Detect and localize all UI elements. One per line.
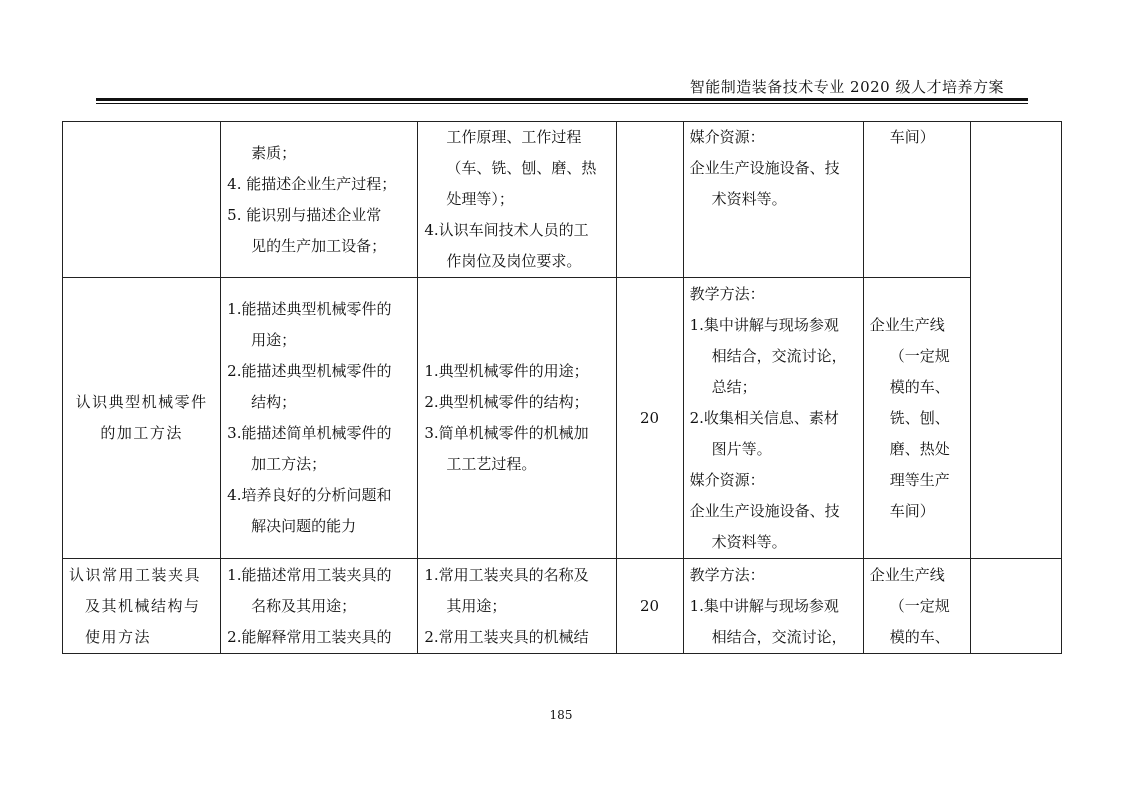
cell-line: 的加工方法 [100,424,183,442]
notes-cell [970,122,1061,559]
methods-cell [683,278,863,559]
cell-line: 1.能描述典型机械零件的 [227,300,392,318]
cell-line: 车间） [889,501,935,520]
cell-line: 车间） [889,128,935,146]
cell-line: （一定规 [889,346,950,365]
table-row [63,122,1062,278]
content-cell [418,278,616,559]
cell-line: 2.常用工装夹具的机械结 [424,627,589,646]
cell-line: 企业生产线 [869,315,945,334]
cell-line: 相结合，交流讨论， [711,627,847,646]
module-cell [63,122,221,278]
cell-line: 铣、刨、 [889,408,950,427]
goals-cell [221,122,418,278]
header-rule-thin [96,103,1028,104]
page-number: 185 [549,708,573,722]
cell-line: 媒介资源： [689,470,765,489]
cell-line: 3.简单机械零件的机械加 [424,424,589,442]
cell-line: 素质； [251,143,297,162]
module-cell [63,559,221,654]
hours-cell: 20 [616,278,683,559]
cell-line: 理等生产 [889,470,950,489]
cell-line: 结构； [251,393,297,411]
cell-line: 相结合，交流讨论， [711,346,847,365]
cell-line: 术资料等。 [711,532,787,551]
cell-line: 名称及其用途； [251,596,357,615]
cell-line: 4.培养良好的分析问题和 [227,486,392,504]
cell-line: 总结； [711,377,757,396]
cell-line: 术资料等。 [711,190,787,208]
course-content-table [62,121,1062,654]
module-cell [63,278,221,559]
methods-cell [683,122,863,278]
cell-line: 媒介资源： [689,128,765,146]
cell-line: 模的车、 [889,377,950,396]
hours-cell: 20 [616,559,683,654]
methods-cell [683,559,863,654]
location-cell [863,278,970,559]
cell-line: 1.典型机械零件的用途； [424,362,589,380]
cell-line: 企业生产线 [869,565,945,584]
cell-line: 认识常用工装夹具 [69,565,202,584]
cell-line: 2.能解释常用工装夹具的 [227,627,392,646]
cell-line: 作岗位及岗位要求。 [446,252,582,270]
cell-line: 及其机械结构与 [85,596,201,615]
cell-line: 磨、热处 [889,439,950,458]
table-row [63,559,1062,654]
cell-line: 用途； [251,331,297,349]
content-cell [418,122,616,278]
cell-line: 图片等。 [711,439,772,458]
cell-line: 1.能描述常用工装夹具的 [227,565,392,584]
cell-line: 其用途； [446,596,507,615]
cell-line: 1.集中讲解与现场参观 [689,315,839,334]
cell-line: 5. 能识别与描述企业常 [227,205,382,224]
hours-cell [616,122,683,278]
cell-line: 模的车、 [889,627,950,646]
cell-line: （一定规 [889,596,950,615]
cell-line: 见的生产加工设备； [251,236,387,255]
location-cell [863,122,970,278]
goals-cell [221,278,418,559]
cell-line: 2.典型机械零件的结构； [424,393,589,411]
cell-line: 2.能描述典型机械零件的 [227,362,392,380]
cell-line: 企业生产设施设备、技 [689,501,840,520]
cell-line: 企业生产设施设备、技 [689,159,840,177]
cell-line: 2.收集相关信息、素材 [689,408,839,427]
goals-cell [221,559,418,654]
cell-line: 处理等）； [446,190,514,208]
table-row [63,278,1062,559]
cell-line: 工工艺过程。 [446,455,537,473]
cell-line: 工作原理、工作过程 [446,128,582,146]
cell-line: 1.常用工装夹具的名称及 [424,565,589,584]
cell-line: 4. 能描述企业生产过程； [227,174,397,193]
notes-cell [970,559,1061,654]
cell-line: （车、铣、刨、磨、热 [446,159,597,177]
cell-line: 教学方法： [689,284,765,303]
cell-line: 1.集中讲解与现场参观 [689,596,839,615]
cell-line: 解决问题的能力 [251,517,357,535]
document-header-title: 智能制造装备技术专业 2020 级人才培养方案 [689,78,1004,96]
cell-line: 认识典型机械零件 [75,393,208,411]
cell-line: 3.能描述简单机械零件的 [227,424,392,442]
header-rule-thick [96,98,1028,101]
location-cell [863,559,970,654]
cell-line: 加工方法； [251,455,327,473]
cell-line: 使用方法 [85,627,152,646]
cell-line: 教学方法： [689,565,765,584]
cell-line: 4.认识车间技术人员的工 [424,221,589,239]
content-cell [418,559,616,654]
